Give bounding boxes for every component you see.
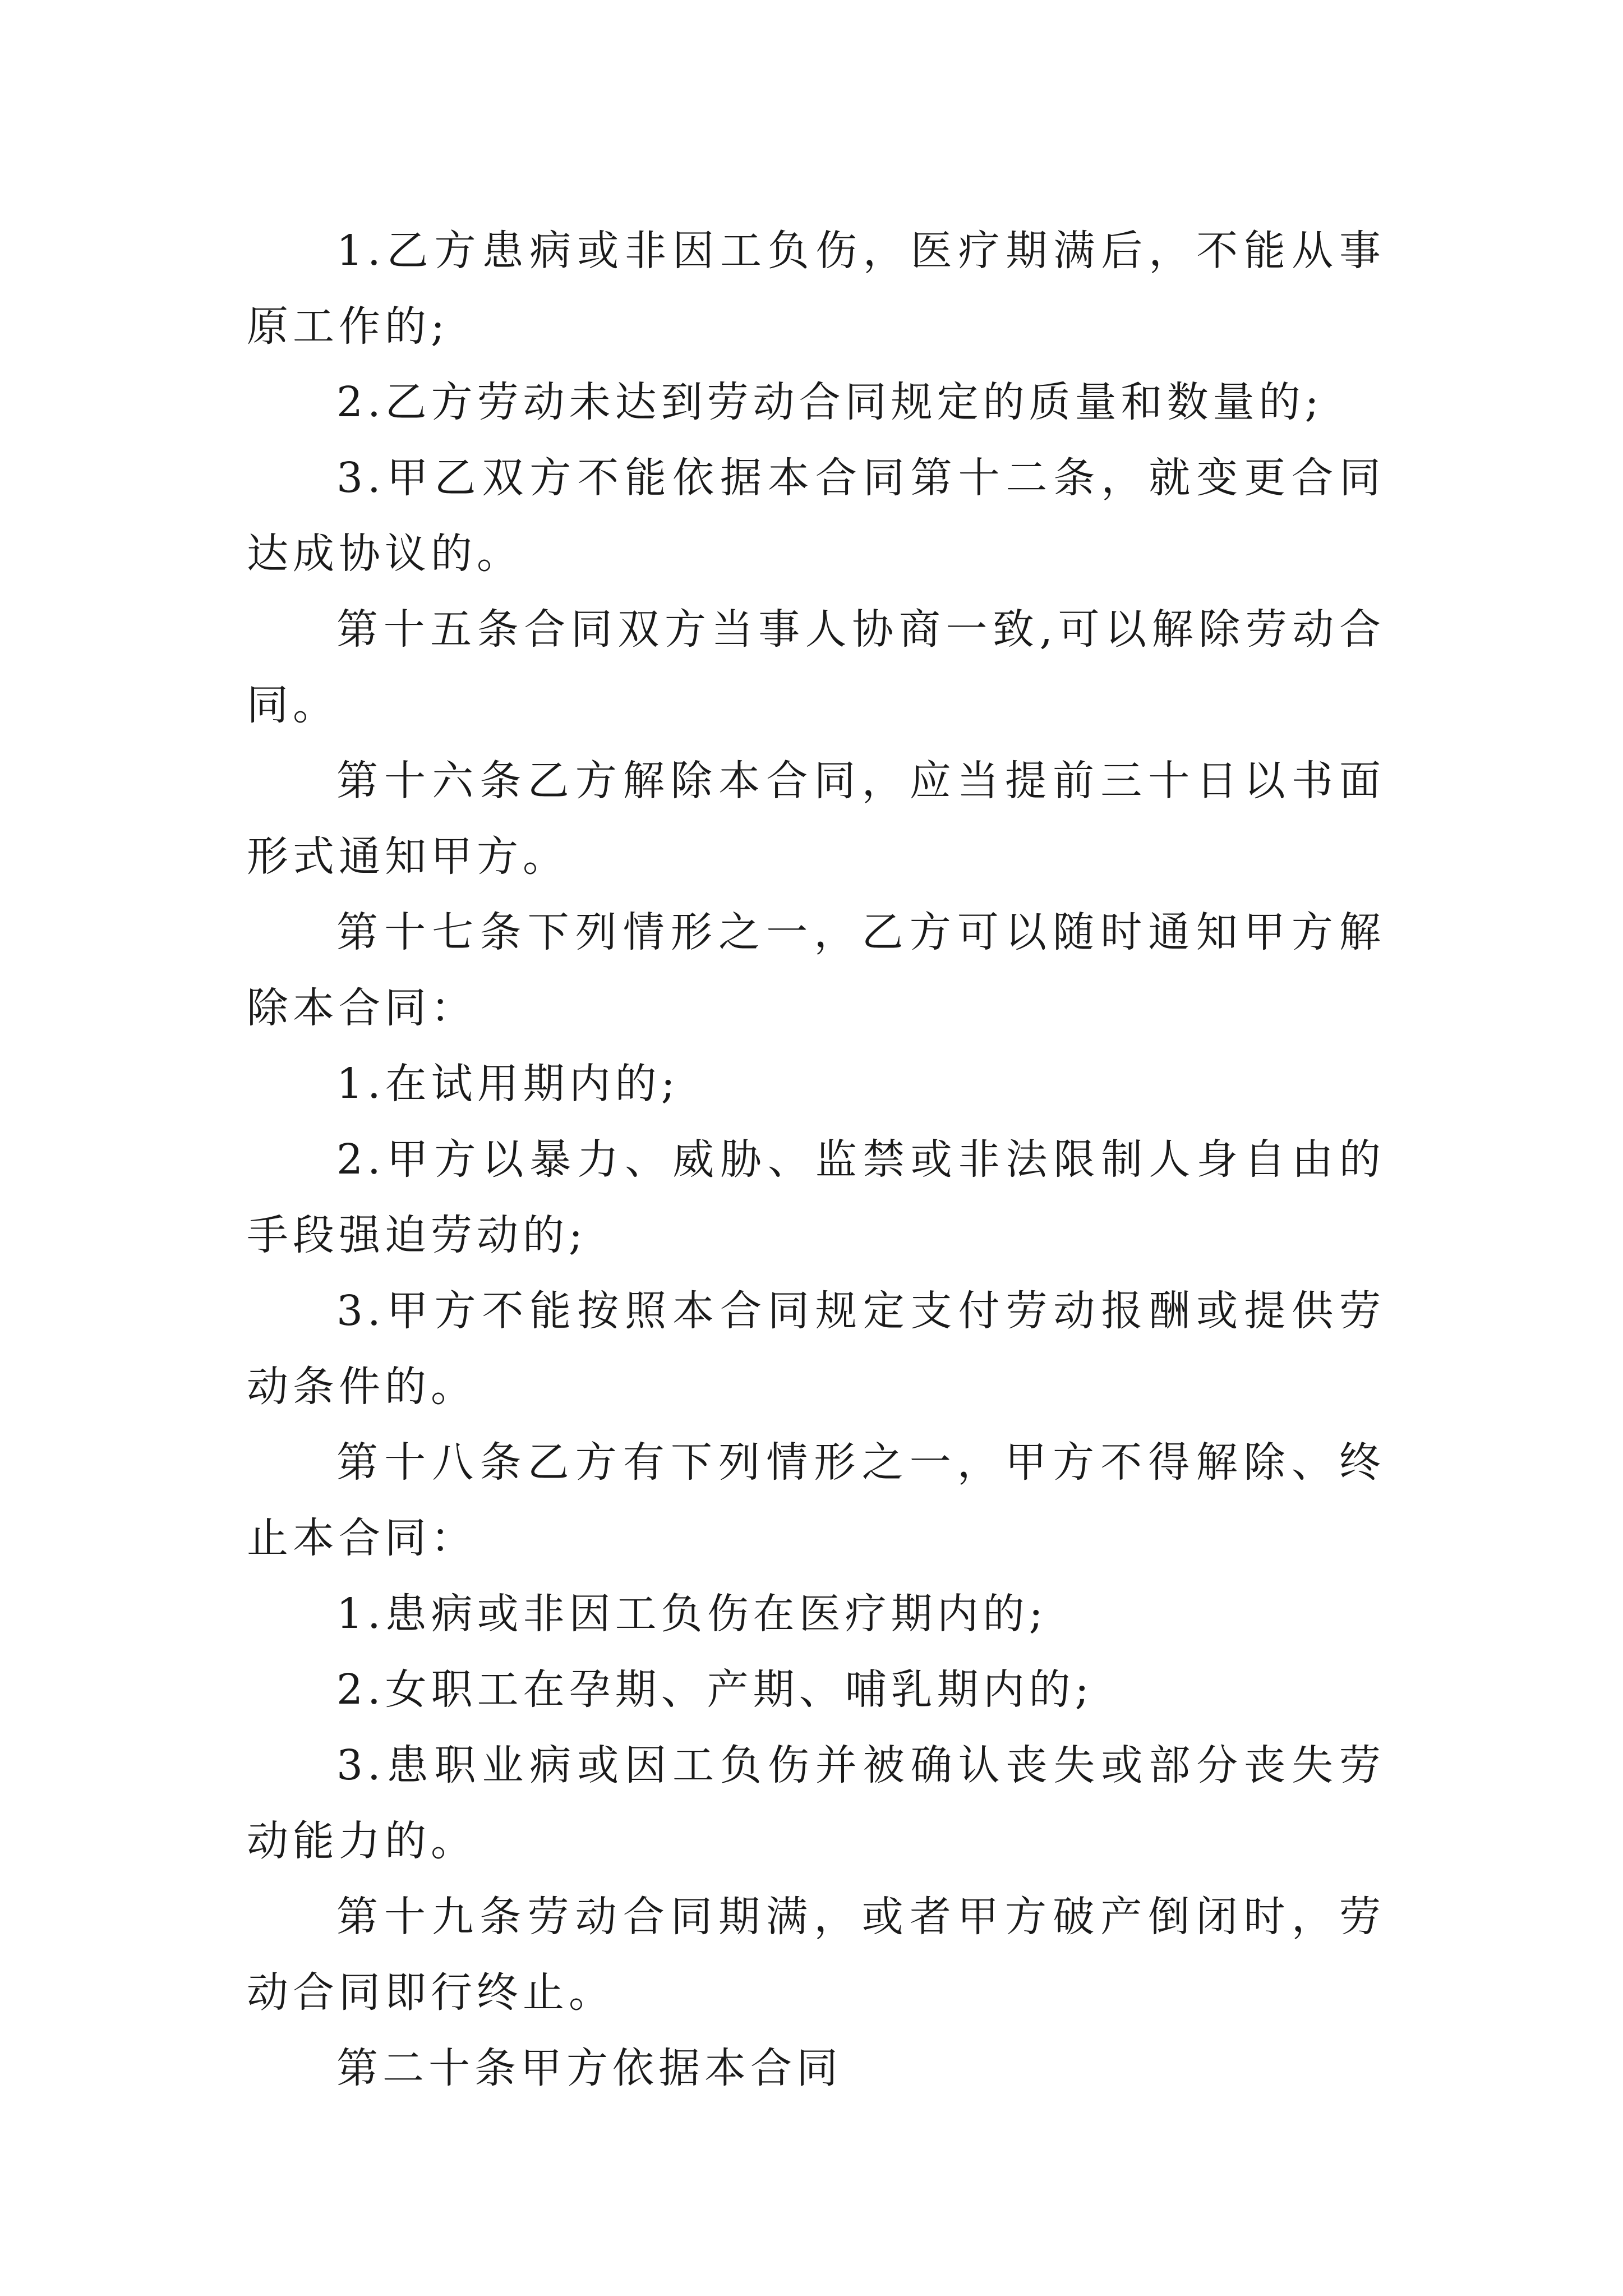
paragraph-clause-15: 第十五条合同双方当事人协商一致,可以解除劳动合同。 (247, 605, 1385, 729)
paragraph-clause-17-item-1: 1.在试用期内的; (336, 1060, 680, 1108)
paragraph-clause-19: 第十九条劳动合同期满，或者甲方破产倒闭时，劳动合同即行终止。 (247, 1893, 1385, 2017)
paragraph-clause-18-item-1: 1.患病或非因工负伤在医疗期内的; (336, 1590, 1048, 1638)
paragraph-clause-18: 第十八条乙方有下列情形之一，甲方不得解除、终止本合同： (247, 1438, 1385, 1562)
paragraph-clause-17: 第十七条下列情形之一，乙方可以随时通知甲方解除本合同： (247, 908, 1385, 1032)
paragraph-clause-18-item-3: 3.患职业病或因工负伤并被确认丧失或部分丧失劳动能力的。 (247, 1741, 1385, 1865)
paragraph-clause-20: 第二十条甲方依据本合同 (336, 2044, 842, 2092)
document-body (247, 213, 1385, 2106)
paragraph-clause-16: 第十六条乙方解除本合同，应当提前三十日以书面形式通知甲方。 (247, 757, 1385, 881)
paragraph-clause-14-item-1: 1.乙方患病或非因工负伤，医疗期满后，不能从事原工作的; (247, 227, 1385, 351)
paragraph-clause-14-item-2: 2.乙方劳动未达到劳动合同规定的质量和数量的; (336, 378, 1324, 426)
paragraph-clause-17-item-2: 2.甲方以暴力、威胁、监禁或非法限制人身自由的手段强迫劳动的; (247, 1135, 1385, 1259)
paragraph-clause-14-item-3: 3.甲乙双方不能依据本合同第十二条，就变更合同达成协议的。 (247, 454, 1385, 578)
paragraph-clause-17-item-3: 3.甲方不能按照本合同规定支付劳动报酬或提供劳动条件的。 (247, 1287, 1385, 1411)
paragraph-clause-18-item-2: 2.女职工在孕期、产期、哺乳期内的; (336, 1665, 1094, 1714)
